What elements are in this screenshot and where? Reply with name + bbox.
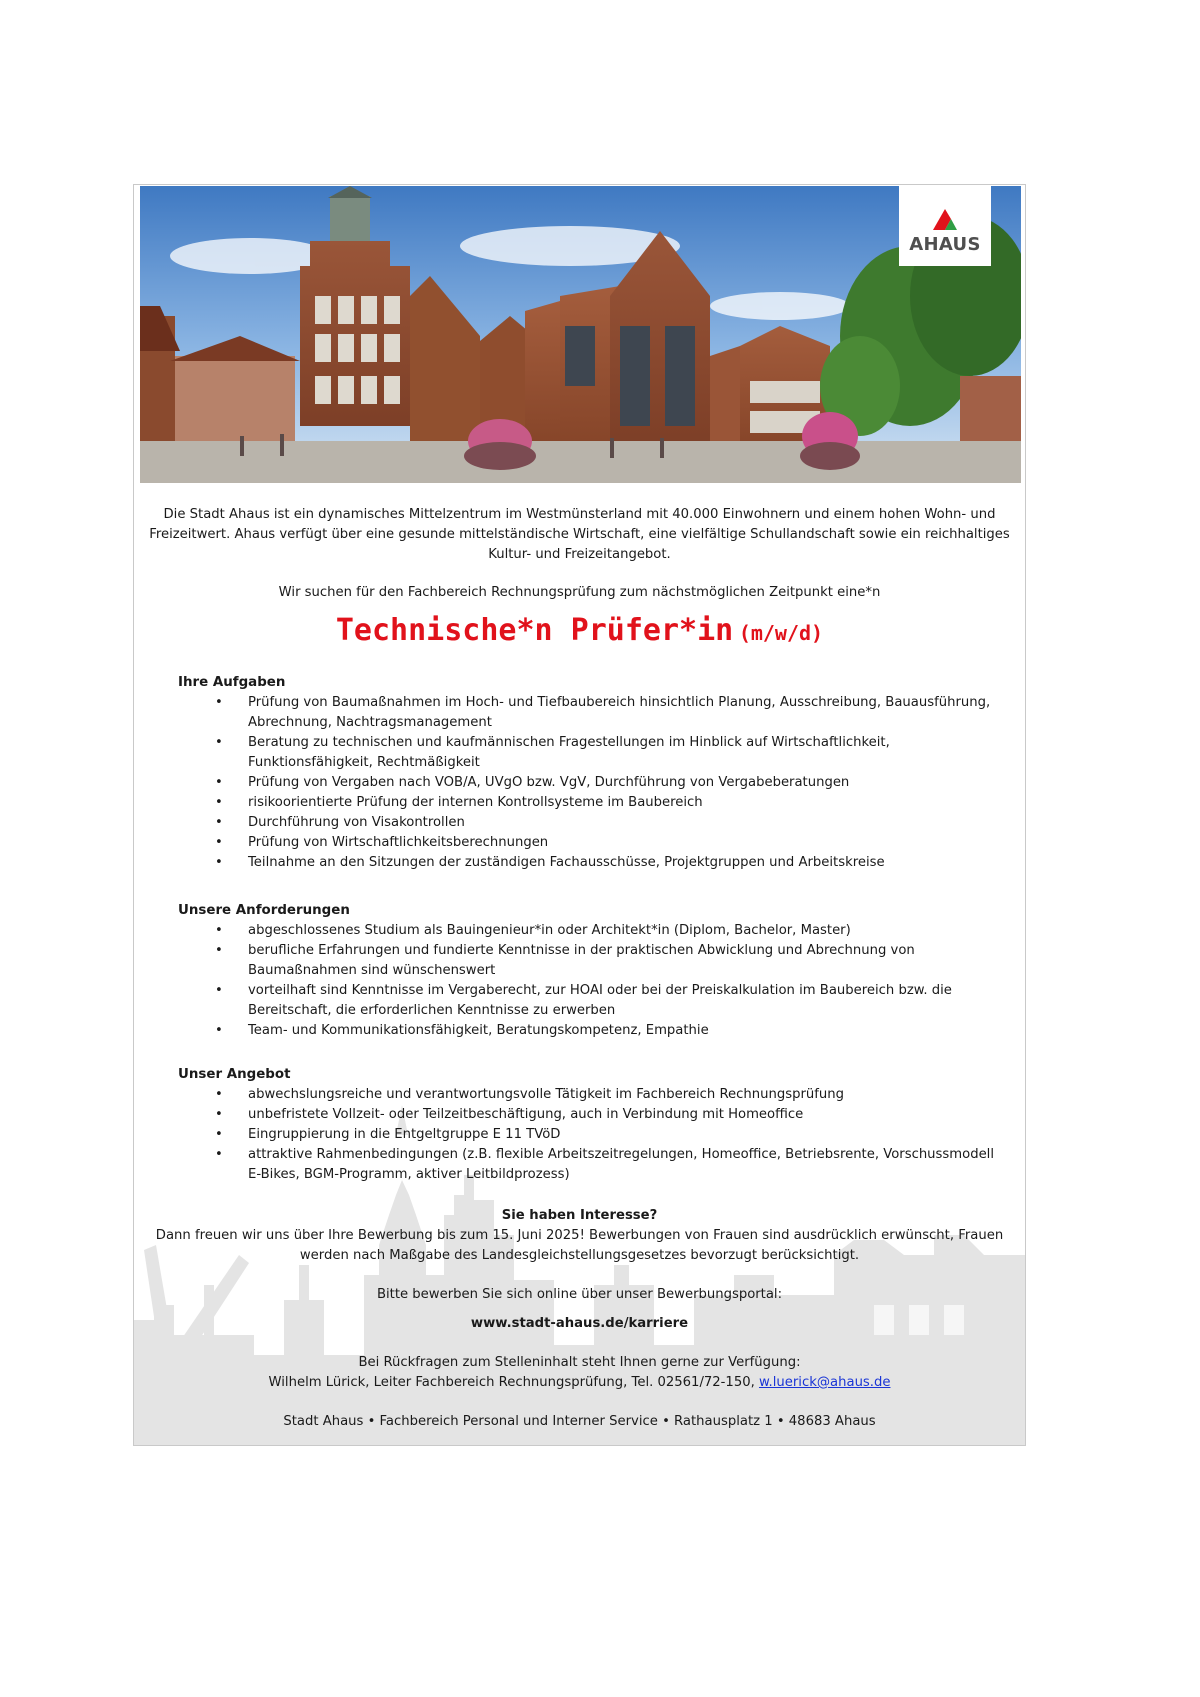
bullet-icon: • xyxy=(215,1023,223,1038)
list-item: • Prüfung von Vergaben nach VOB/A, UVgO bzw. VgV, Durchführung von Vergabeberatungen xyxy=(178,773,1008,793)
list-item: • risikoorientierte Prüfung der internen Kontrollsysteme im Baubereich xyxy=(178,793,1008,813)
list-item: • abwechslungsreiche und verantwortungsvolle Tätigkeit im Fachbereich Rechnungsprüfung xyxy=(178,1085,1008,1105)
bullet-icon: • xyxy=(215,983,223,998)
section-heading: Unser Angebot xyxy=(178,1067,291,1082)
angebot-list xyxy=(178,1085,1008,1185)
bullet-icon: • xyxy=(215,923,223,938)
bullet-icon: • xyxy=(215,855,223,870)
section-heading: Ihre Aufgaben xyxy=(178,675,286,690)
list-item: • Prüfung von Baumaßnahmen im Hoch- und Tiefbaubereich hinsichtlich Planung, Ausschreibung, Bauausführung, Abrechnung, Nachtragsmanagement xyxy=(215,695,991,730)
list-item: • Team- und Kommunikationsfähigkeit, Beratungskompetenz, Empathie xyxy=(178,1021,1008,1041)
bullet-icon: • xyxy=(215,815,223,830)
list-item: • vorteilhaft sind Kenntnisse im Vergaberecht, zur HOAI oder bei der Preiskalkulation im Baubereich bzw. die Bereitschaft, die erforderlichen Kenntnisse zu erwerben xyxy=(215,983,952,1018)
list-item: • attraktive Rahmenbedingungen (z.B. flexible Arbeitszeitregelungen, Homeoffice, Betriebsrente, Vorschussmodell E-Bikes, BGM-Programm, aktiver Leitbildprozess) xyxy=(215,1147,995,1182)
list-item: • Durchführung von Visakontrollen xyxy=(178,813,1008,833)
list-item: • Beratung zu technischen und kaufmännischen Fragestellungen im Hinblick auf Wirtschaftlichkeit, Funktionsfähigkeit, Rechtmäßigkeit xyxy=(215,735,890,770)
list-item: • Teilnahme an den Sitzungen der zuständigen Fachausschüsse, Projektgruppen und Arbeitskreise xyxy=(178,853,1008,873)
list-item: • Prüfung von Wirtschaftlichkeitsberechnungen xyxy=(178,833,1008,853)
footer-address: Stadt Ahaus • Fachbereich Personal und Interner Service • Rathausplatz 1 • 48683 Ahaus xyxy=(283,1414,876,1429)
job-title-main: Technische*n Prüfer*in xyxy=(335,613,734,648)
bullet-icon: • xyxy=(215,1087,223,1102)
job-posting-frame xyxy=(133,184,1026,1446)
email-link[interactable]: w.luerick@ahaus.de xyxy=(758,1375,891,1390)
interest-heading: Sie haben Interesse? xyxy=(501,1208,658,1223)
section-angebot xyxy=(178,1065,1008,1185)
job-title xyxy=(134,613,1025,648)
ahaus-logo-mark-icon xyxy=(929,203,961,231)
list-item: • unbefristete Vollzeit- oder Teilzeitbeschäftigung, auch in Verbindung mit Homeoffice xyxy=(178,1105,1008,1125)
apply-text: Bitte bewerben Sie sich online über unser Bewerbungsportal: xyxy=(376,1287,783,1302)
bullet-icon: • xyxy=(215,695,223,710)
portal-url-link[interactable]: www.stadt-ahaus.de/karriere xyxy=(470,1316,689,1331)
contact-line1: Bei Rückfragen zum Stelleninhalt steht Ihnen gerne zur Verfügung: xyxy=(358,1355,801,1370)
bullet-icon: • xyxy=(215,1107,223,1122)
list-item: • Eingruppierung in die Entgeltgruppe E 11 TVöD xyxy=(178,1125,1008,1145)
bullet-icon: • xyxy=(215,795,223,810)
job-title-suffix: (m/w/d) xyxy=(738,621,824,645)
interest-text: Dann freuen wir uns über Ihre Bewerbung bis zum 15. Juni 2025! Bewerbungen von Frauen sind ausdrücklich erwünscht, Frauen werden nach Maßgabe des Landesgleichstellungsgesetzes bevorzugt berücksichtigt. xyxy=(155,1228,1004,1263)
bullet-icon: • xyxy=(215,943,223,958)
bullet-icon: • xyxy=(215,1147,223,1162)
contact-line2: Wilhelm Lürick, Leiter Fachbereich Rechnungsprüfung, Tel. 02561/72-150, w.luerick@ahaus.de xyxy=(268,1375,891,1390)
town-hall-photo xyxy=(140,186,1021,483)
search-line: Wir suchen für den Fachbereich Rechnungsprüfung zum nächstmöglichen Zeitpunkt eine*n xyxy=(278,585,881,600)
ahaus-logo xyxy=(899,186,991,266)
intro-text: Die Stadt Ahaus ist ein dynamisches Mittelzentrum im Westmünsterland mit 40.000 Einwohnern und einem hohen Wohn- und Freizeitwert. Ahaus verfügt über eine gesunde mittelständische Wirtschaft, eine vielfältige Schullandschaft sowie ein reichhaltiges Kultur- und Freizeitangebot. xyxy=(149,507,1010,562)
bullet-icon: • xyxy=(215,835,223,850)
section-anforderungen xyxy=(178,901,1008,1041)
section-aufgaben xyxy=(178,673,1008,873)
bullet-icon: • xyxy=(215,775,223,790)
anforderungen-list xyxy=(178,921,1008,1041)
bullet-icon: • xyxy=(215,735,223,750)
section-heading: Unsere Anforderungen xyxy=(178,903,350,918)
ahaus-logo-text: AHAUS xyxy=(909,234,981,255)
list-item: • berufliche Erfahrungen und fundierte Kenntnisse in der praktischen Abwicklung und Abrechnung von Baumaßnahmen sind wünschenswert xyxy=(215,943,915,978)
aufgaben-list xyxy=(178,693,1008,873)
bullet-icon: • xyxy=(215,1127,223,1142)
list-item: • abgeschlossenes Studium als Bauingenieur*in oder Architekt*in (Diplom, Bachelor, Master) xyxy=(178,921,1008,941)
